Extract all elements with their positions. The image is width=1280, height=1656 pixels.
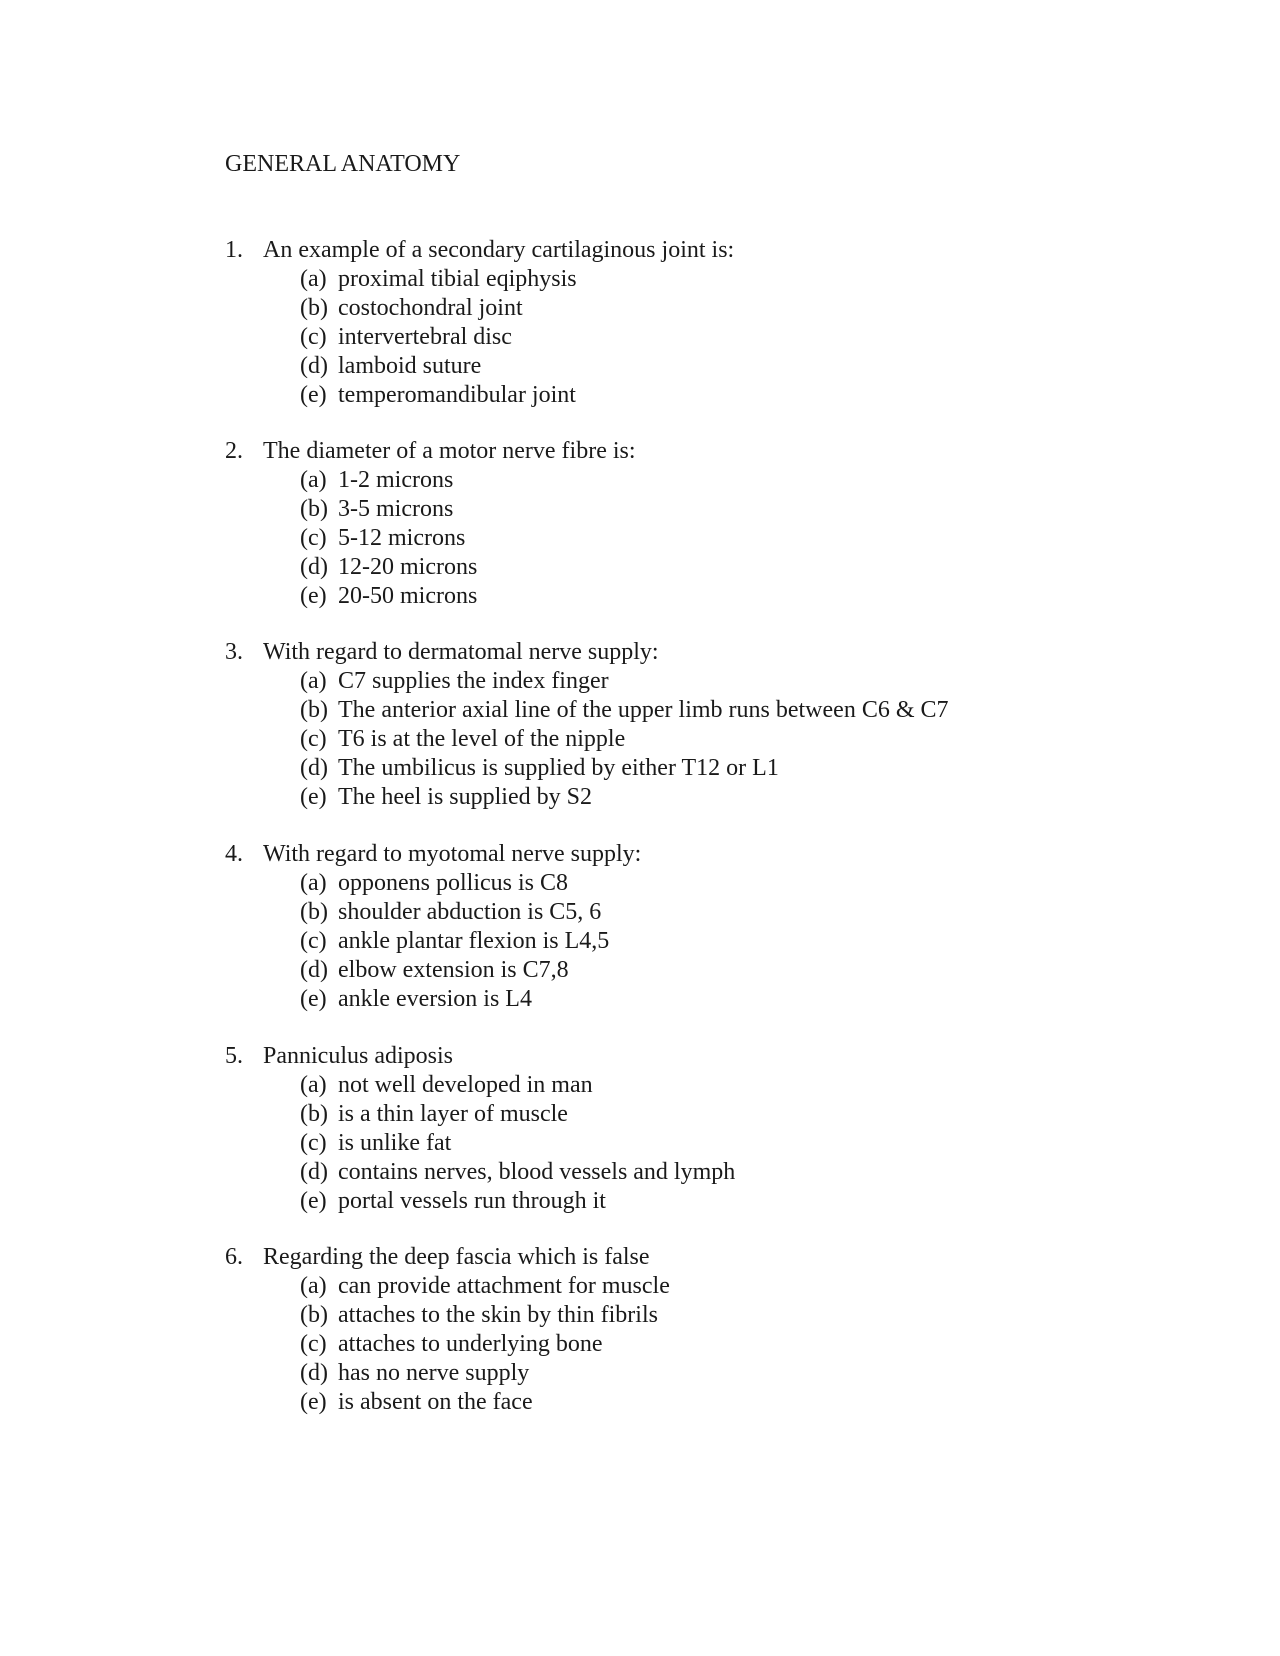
- option-text: 5-12 microns: [338, 525, 466, 551]
- option-letter: (e): [300, 382, 327, 408]
- option-letter: (d): [300, 353, 328, 379]
- option-text: is absent on the face: [338, 1389, 533, 1415]
- question-stem: [225, 638, 1225, 667]
- option-text: The umbilicus is supplied by either T12 or L1: [338, 755, 779, 781]
- option-text: 3-5 microns: [338, 496, 454, 522]
- option-text: not well developed in man: [338, 1072, 593, 1098]
- option-letter: (d): [300, 1360, 328, 1386]
- question-number: 5.: [225, 1043, 243, 1069]
- option-text: is unlike fat: [338, 1130, 452, 1156]
- option-c: [225, 1330, 1225, 1359]
- option-letter: (b): [300, 496, 328, 522]
- question-text: With regard to myotomal nerve supply:: [263, 841, 642, 867]
- option-letter: (b): [300, 697, 328, 723]
- option-text: can provide attachment for muscle: [338, 1273, 670, 1299]
- option-c: [225, 1129, 1225, 1158]
- option-letter: (d): [300, 1159, 328, 1185]
- option-letter: (d): [300, 755, 328, 781]
- question-number: 6.: [225, 1244, 243, 1270]
- option-letter: (a): [300, 1072, 327, 1098]
- option-letter: (b): [300, 295, 328, 321]
- question-1: [225, 236, 1225, 410]
- option-b: [225, 1100, 1225, 1129]
- question-text: The diameter of a motor nerve fibre is:: [263, 438, 636, 464]
- option-text: has no nerve supply: [338, 1360, 530, 1386]
- option-d: [225, 956, 1225, 985]
- option-b: [225, 495, 1225, 524]
- option-letter: (c): [300, 1331, 327, 1357]
- question-number: 2.: [225, 438, 243, 464]
- option-text: temperomandibular joint: [338, 382, 576, 408]
- option-letter: (e): [300, 583, 327, 609]
- option-text: shoulder abduction is C5, 6: [338, 899, 602, 925]
- option-b: [225, 898, 1225, 927]
- option-e: [225, 1388, 1225, 1417]
- option-text: The heel is supplied by S2: [338, 784, 592, 810]
- option-text: portal vessels run through it: [338, 1188, 606, 1214]
- option-letter: (c): [300, 726, 327, 752]
- option-c: [225, 927, 1225, 956]
- option-letter: (e): [300, 784, 327, 810]
- question-4: [225, 840, 1225, 1014]
- option-letter: (e): [300, 1188, 327, 1214]
- option-d: [225, 352, 1225, 381]
- option-text: is a thin layer of muscle: [338, 1101, 568, 1127]
- option-text: attaches to underlying bone: [338, 1331, 603, 1357]
- option-letter: (d): [300, 957, 328, 983]
- option-text: intervertebral disc: [338, 324, 512, 350]
- option-b: [225, 294, 1225, 323]
- option-letter: (c): [300, 525, 327, 551]
- question-text: Regarding the deep fascia which is false: [263, 1244, 650, 1270]
- question-number: 1.: [225, 237, 243, 263]
- option-e: [225, 985, 1225, 1014]
- question-stem: [225, 437, 1225, 466]
- option-d: [225, 1158, 1225, 1187]
- option-e: [225, 582, 1225, 611]
- option-text: ankle plantar flexion is L4,5: [338, 928, 610, 954]
- option-b: [225, 1301, 1225, 1330]
- option-a: [225, 869, 1225, 898]
- option-letter: (a): [300, 1273, 327, 1299]
- question-text: Panniculus adiposis: [263, 1043, 453, 1069]
- option-letter: (c): [300, 928, 327, 954]
- question-3: [225, 638, 1225, 812]
- option-a: [225, 1071, 1225, 1100]
- option-c: [225, 323, 1225, 352]
- option-letter: (e): [300, 1389, 327, 1415]
- question-stem: [225, 840, 1225, 869]
- option-text: ankle eversion is L4: [338, 986, 532, 1012]
- option-text: costochondral joint: [338, 295, 523, 321]
- option-letter: (d): [300, 554, 328, 580]
- option-text: The anterior axial line of the upper limb runs between C6 & C7: [338, 697, 949, 723]
- option-a: [225, 1272, 1225, 1301]
- option-e: [225, 381, 1225, 410]
- option-a: [225, 265, 1225, 294]
- option-c: [225, 725, 1225, 754]
- option-text: attaches to the skin by thin fibrils: [338, 1302, 658, 1328]
- option-text: 12-20 microns: [338, 554, 478, 580]
- question-2: [225, 437, 1225, 611]
- question-text: An example of a secondary cartilaginous joint is:: [263, 237, 735, 263]
- option-letter: (b): [300, 1302, 328, 1328]
- option-d: [225, 754, 1225, 783]
- option-c: [225, 524, 1225, 553]
- question-number: 4.: [225, 841, 243, 867]
- question-6: [225, 1243, 1225, 1417]
- option-e: [225, 1187, 1225, 1216]
- option-text: opponens pollicus is C8: [338, 870, 569, 896]
- option-letter: (e): [300, 986, 327, 1012]
- option-text: 1-2 microns: [338, 467, 454, 493]
- question-number: 3.: [225, 639, 243, 665]
- option-text: contains nerves, blood vessels and lymph: [338, 1159, 736, 1185]
- option-d: [225, 1359, 1225, 1388]
- option-letter: (b): [300, 899, 328, 925]
- option-b: [225, 696, 1225, 725]
- option-e: [225, 783, 1225, 812]
- question-stem: [225, 236, 1225, 265]
- option-letter: (c): [300, 324, 327, 350]
- option-text: proximal tibial eqiphysis: [338, 266, 577, 292]
- option-letter: (a): [300, 870, 327, 896]
- option-text: elbow extension is C7,8: [338, 957, 569, 983]
- option-d: [225, 553, 1225, 582]
- option-a: [225, 466, 1225, 495]
- option-text: T6 is at the level of the nipple: [338, 726, 626, 752]
- question-5: [225, 1042, 1225, 1216]
- option-a: [225, 667, 1225, 696]
- option-letter: (b): [300, 1101, 328, 1127]
- question-stem: [225, 1042, 1225, 1071]
- option-letter: (a): [300, 668, 327, 694]
- option-text: 20-50 microns: [338, 583, 478, 609]
- page-title: GENERAL ANATOMY: [225, 151, 461, 177]
- question-stem: [225, 1243, 1225, 1272]
- option-letter: (a): [300, 266, 327, 292]
- option-text: C7 supplies the index finger: [338, 668, 609, 694]
- question-text: With regard to dermatomal nerve supply:: [263, 639, 659, 665]
- option-letter: (a): [300, 467, 327, 493]
- option-letter: (c): [300, 1130, 327, 1156]
- option-text: lamboid suture: [338, 353, 482, 379]
